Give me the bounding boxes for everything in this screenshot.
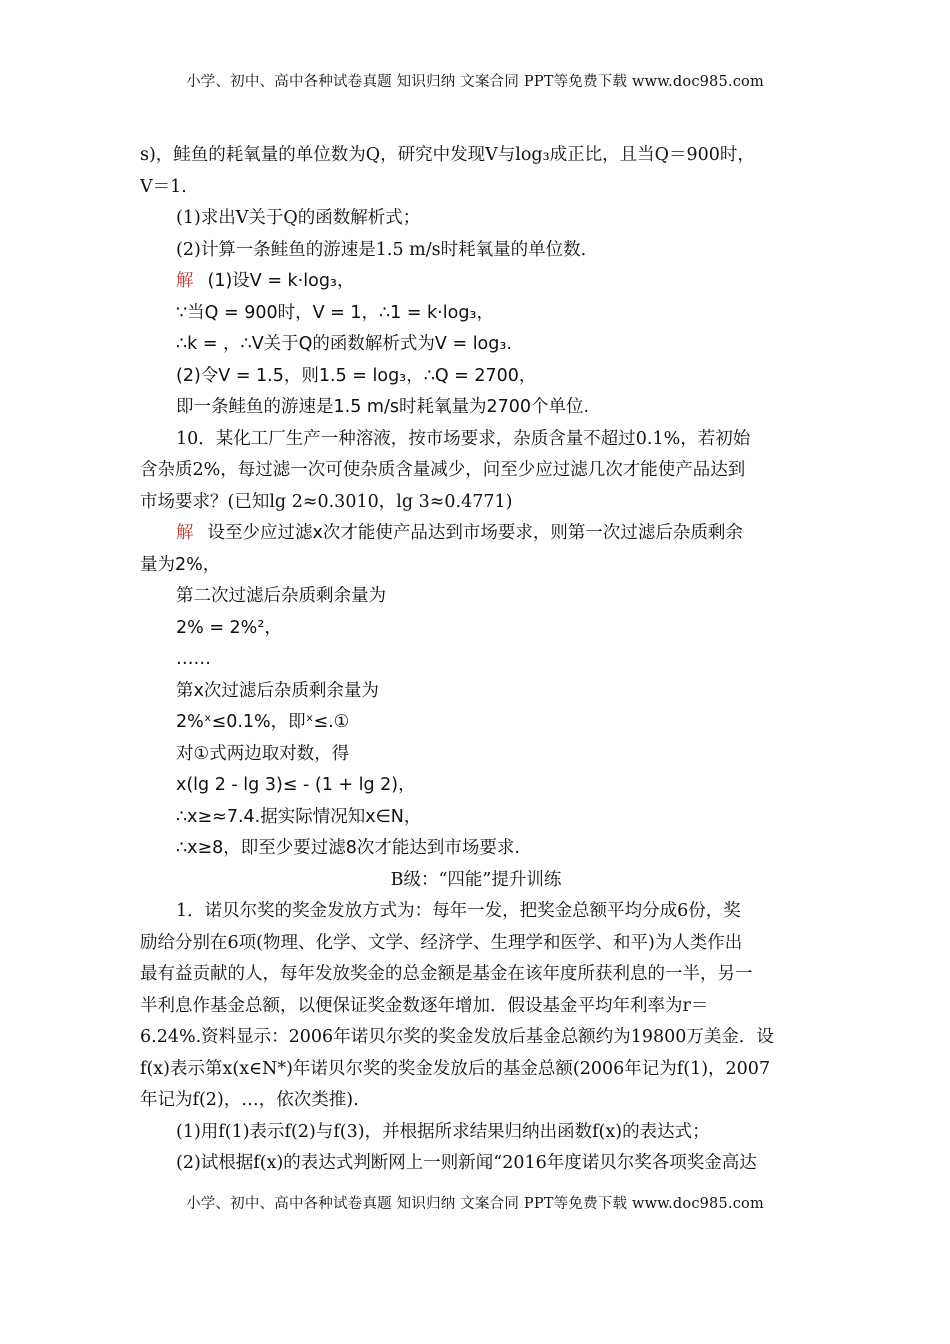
problem-1-line: (2)试根据f(x)的表达式判断网上一则新闻“2016年度诺贝尔奖各项奖金高达 — [176, 1153, 757, 1173]
page-header: 小学、初中、高中各种试卷真题 知识归纳 文案合同 PPT等免费下载 www.doc985.com — [186, 74, 764, 90]
solution-line: (2)令V = 1.5，则1.5 = log₃，∴Q = 2700， — [176, 365, 537, 386]
solution-line: 量为2%， — [140, 554, 221, 575]
solution-line: ∴x≥8，即至少要过滤8次才能达到市场要求. — [176, 838, 520, 858]
solution-line: 2%ˣ≤0.1%，即ˣ≤.① — [176, 712, 350, 732]
problem-1-line: 1．诺贝尔奖的奖金发放方式为：每年一发，把奖金总额平均分成6份，奖 — [176, 901, 741, 921]
solution-line: 第二次过滤后杂质剩余量为 — [176, 586, 386, 606]
problem-1-line: (1)用f(1)表示f(2)与f(3)，并根据所求结果归纳出函数f(x)的表达式； — [176, 1121, 710, 1142]
problem-1-line: 6.24%.资料显示：2006年诺贝尔奖的奖金发放后基金总额约为19800万美金．设 — [140, 1027, 774, 1047]
solution-label: 解 — [176, 271, 194, 291]
text-line: (1)求出V关于Q的函数解析式； — [176, 208, 421, 228]
solution-line: x(lg 2 - lg 3)≤ - (1 + lg 2)， — [176, 775, 416, 795]
solution-line — [140, 266, 812, 298]
solution-line: 即一条鲑鱼的游速是1.5 m/s时耗氧量为2700个单位. — [176, 397, 590, 417]
problem-10-line: 含杂质2%，每过滤一次可使杂质含量减少，问至少应过滤几次才能使产品达到 — [140, 460, 746, 480]
solution-line: ∴k = ，∴V关于Q的函数解析式为V = log₃. — [176, 334, 512, 354]
problem-10-line: 10．某化工厂生产一种溶液，按市场要求，杂质含量不超过0.1%，若初始 — [176, 428, 751, 449]
problem-1-line: 年记为f(2)，…，依次类推). — [140, 1090, 359, 1110]
text-line: (2)计算一条鲑鱼的游速是1.5 m/s时耗氧量的单位数. — [176, 239, 587, 260]
solution-line — [140, 518, 812, 550]
solution-text: (1)设V = k·log₃， — [207, 271, 355, 291]
solution-line: 第x次过滤后杂质剩余量为 — [176, 680, 379, 701]
problem-1-line: 最有益贡献的人，每年发放奖金的总金额是基金在该年度所获利息的一半，另一 — [140, 964, 753, 984]
problem-1-line: f(x)表示第x(x∈N*)年诺贝尔奖的奖金发放后的基金总额(2006年记为f(1)，2007 — [140, 1058, 771, 1079]
solution-text: 设至少应过滤x次才能使产品达到市场要求，则第一次过滤后杂质剩余 — [207, 523, 743, 543]
solution-label: 解 — [176, 523, 194, 543]
solution-line: ∴x≥≈7.4.据实际情况知x∈N， — [176, 806, 422, 827]
solution-line: 2% = 2%²， — [176, 617, 282, 638]
document-body — [140, 140, 812, 1180]
problem-10-line: 市场要求？(已知lg 2≈0.3010，lg 3≈0.4771) — [140, 491, 513, 512]
solution-line: …… — [176, 649, 211, 669]
solution-line: 对①式两边取对数，得 — [176, 743, 350, 764]
problem-1-line: 半利息作基金总额，以便保证奖金数逐年增加．假设基金平均年利率为r＝ — [140, 995, 709, 1016]
section-heading: B级：“四能”提升训练 — [390, 869, 562, 890]
text-line: s)，鲑鱼的耗氧量的单位数为Q，研究中发现V与log₃成正比，且当Q＝900时， — [140, 145, 755, 165]
solution-line: ∵当Q = 900时，V = 1，∴1 = k·log₃， — [176, 302, 494, 323]
page-footer: 小学、初中、高中各种试卷真题 知识归纳 文案合同 PPT等免费下载 www.doc985.com — [186, 1196, 764, 1212]
text-line: V＝1. — [140, 176, 187, 197]
problem-1-line: 励给分别在6项(物理、化学、文学、经济学、生理学和医学、和平)为人类作出 — [140, 932, 743, 953]
